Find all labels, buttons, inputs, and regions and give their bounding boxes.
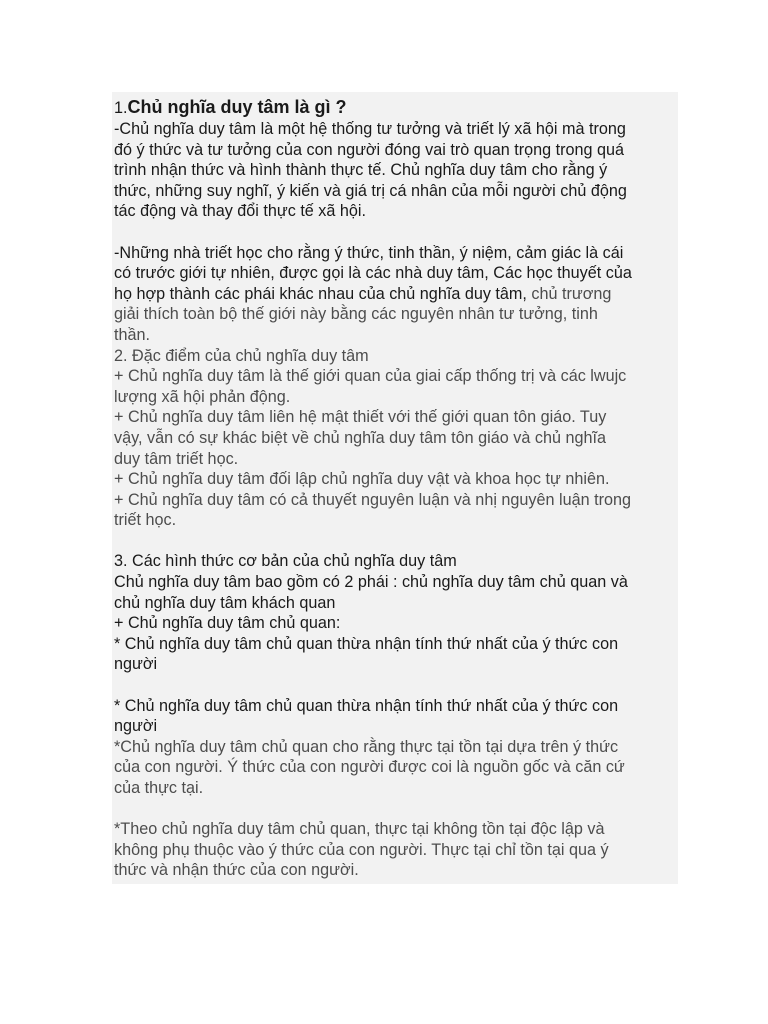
text-line: [114, 140, 676, 161]
text-line: [114, 716, 676, 737]
text-line-content: + Chủ nghĩa duy tâm chủ quan:: [114, 614, 341, 633]
text-line: [114, 263, 676, 284]
text-line: [114, 757, 676, 778]
text-line: [114, 613, 676, 634]
text-line: [114, 572, 676, 593]
document-body: [114, 119, 676, 881]
text-line-content: *Theo chủ nghĩa duy tâm chủ quan, thực tại không tồn tại độc lập và: [114, 820, 605, 839]
text-line-content: *Chủ nghĩa duy tâm chủ quan cho rằng thực tại tồn tại dựa trên ý thức: [114, 737, 619, 756]
text-line: [114, 119, 676, 140]
text-line-content: Chủ nghĩa duy tâm bao gồm có 2 phái : chủ nghĩa duy tâm chủ quan và: [114, 573, 628, 592]
text-line: [114, 778, 676, 799]
text-line-content: * Chủ nghĩa duy tâm chủ quan thừa nhận tính thứ nhất của ý thức con: [114, 634, 619, 653]
text-line-content: -Chủ nghĩa duy tâm là một hệ thống tư tưởng và triết lý xã hội mà trong: [114, 120, 626, 138]
text-line-content: có trước giới tự nhiên, được gọi là các nhà duy tâm, Các học thuyết của: [114, 264, 632, 283]
heading-title: Chủ nghĩa duy tâm là gì ?: [127, 97, 347, 117]
text-line: [114, 593, 676, 614]
text-line: [114, 387, 676, 408]
text-line: [114, 469, 676, 490]
text-line: [114, 407, 676, 428]
text-line: [114, 325, 676, 346]
text-line: [114, 819, 676, 840]
text-line-content: + Chủ nghĩa duy tâm đối lập chủ nghĩa duy vật và khoa học tự nhiên.: [114, 470, 610, 489]
text-line: [114, 243, 676, 264]
text-line-content: giải thích toàn bộ thế giới này bằng các nguyên nhân tư tưởng, tinh: [114, 305, 598, 324]
text-line: [114, 366, 676, 387]
text-line-content: vậy, vẫn có sự khác biệt về chủ nghĩa duy tâm tôn giáo và chủ nghĩa: [114, 428, 606, 447]
text-line-content: + Chủ nghĩa duy tâm liên hệ mật thiết với thế giới quan tôn giáo. Tuy: [114, 408, 607, 427]
text-line-content: chủ nghĩa duy tâm khách quan: [114, 593, 336, 612]
text-line: [114, 304, 676, 325]
text-line: [114, 634, 676, 655]
document-text-block: [112, 92, 678, 884]
text-line-content: * Chủ nghĩa duy tâm chủ quan thừa nhận tính thứ nhất của ý thức con: [114, 696, 619, 715]
text-line-content: người: [114, 655, 158, 674]
text-line: [114, 201, 676, 222]
text-line-content: họ hợp thành các phái khác nhau của chủ nghĩa duy tâm,: [114, 284, 527, 303]
text-line-content: 2. Đặc điểm của chủ nghĩa duy tâm: [114, 346, 369, 365]
text-line: [114, 490, 676, 511]
text-line-content: thức và nhận thức của con người.: [114, 861, 359, 880]
text-line-content: thần.: [114, 325, 151, 344]
blank-line: [114, 222, 676, 243]
text-line-content: + Chủ nghĩa duy tâm là thế giới quan của giai cấp thống trị và các lwujc: [114, 367, 627, 386]
text-line-content: của con người. Ý thức của con người được coi là nguồn gốc và căn cứ: [114, 758, 625, 777]
text-line-content: 3. Các hình thức cơ bản của chủ nghĩa duy tâm: [114, 552, 457, 571]
text-line-tail: chủ trương: [526, 284, 612, 303]
text-line-content: thức, những suy nghĩ, ý kiến và giá trị cá nhân của mỗi người chủ động: [114, 181, 627, 200]
text-line: [114, 737, 676, 758]
text-line-content: của thực tại.: [114, 779, 204, 797]
text-line: [114, 284, 676, 305]
text-line-content: + Chủ nghĩa duy tâm có cả thuyết nguyên luận và nhị nguyên luận trong: [114, 490, 632, 509]
text-line: [114, 346, 676, 367]
text-line-content: -Những nhà triết học cho rằng ý thức, tinh thần, ý niệm, cảm giác là cái: [114, 243, 624, 262]
text-line: [114, 160, 676, 181]
text-line: [114, 696, 676, 717]
text-line: [114, 510, 676, 531]
text-line-content: lượng xã hội phản động.: [114, 387, 291, 406]
text-line-content: đó ý thức và tư tưởng của con người đóng vai trò quan trọng trong quá: [114, 140, 625, 159]
section-heading: [114, 95, 676, 119]
heading-number: 1.: [114, 99, 128, 117]
text-line-content: tác động và thay đổi thực tế xã hội.: [114, 202, 367, 221]
text-line: [114, 860, 676, 881]
blank-line: [114, 531, 676, 552]
text-line-content: triết học.: [114, 511, 177, 530]
text-line-content: không phụ thuộc vào ý thức của con người. Thực tại chỉ tồn tại qua ý: [114, 840, 609, 859]
text-line: [114, 654, 676, 675]
text-line: [114, 181, 676, 202]
blank-line: [114, 675, 676, 696]
blank-line: [114, 799, 676, 820]
text-line-content: trình nhận thức và hình thành thực tế. Chủ nghĩa duy tâm cho rằng ý: [114, 161, 608, 180]
text-line: [114, 840, 676, 861]
text-line: [114, 449, 676, 470]
text-line: [114, 428, 676, 449]
text-line-content: duy tâm triết học.: [114, 449, 239, 468]
text-line: [114, 551, 676, 572]
text-line-content: người: [114, 717, 158, 736]
